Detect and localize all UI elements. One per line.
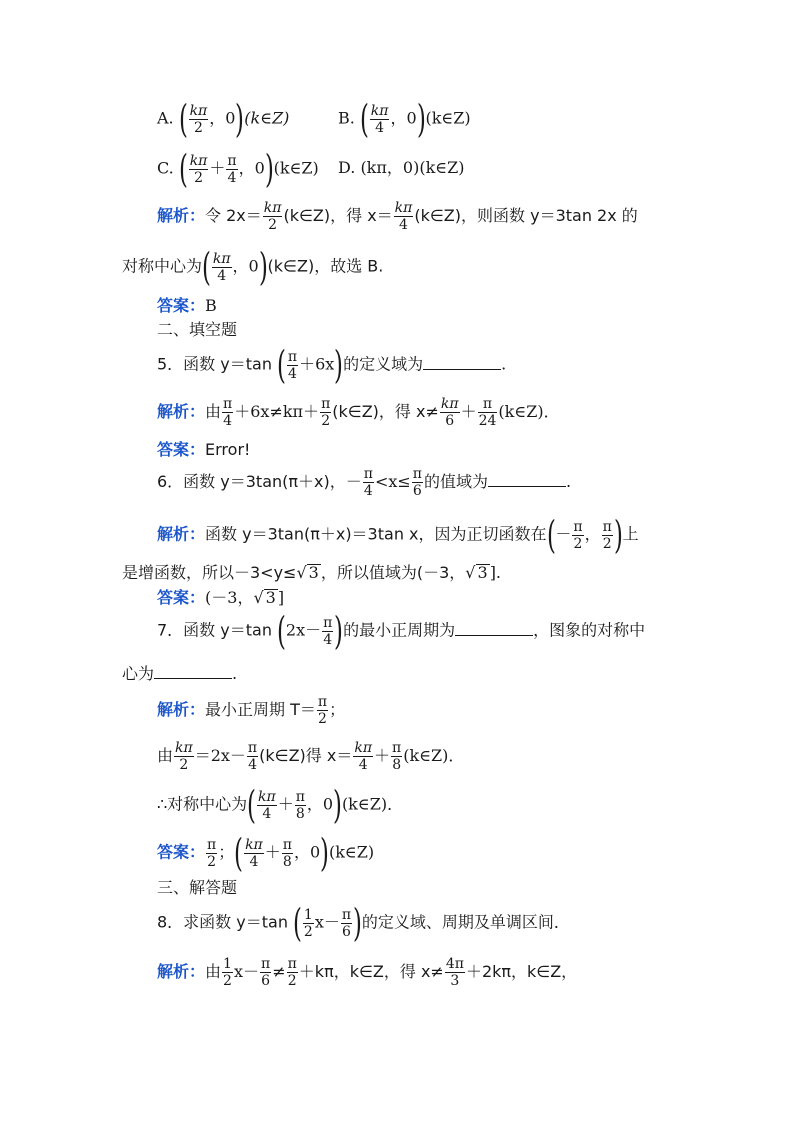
- answer-blank: [423, 355, 501, 370]
- close-paren-icon: ): [235, 97, 245, 141]
- question-7-line-2: 心为 .: [122, 664, 238, 683]
- open-paren-icon: (: [178, 97, 188, 141]
- section-heading-solve: 三、解答题: [157, 878, 238, 897]
- solution-6-line-2: 是增函数，所以－3<y≤√ 3 ，所以值域为(－3，√ 3 ].: [122, 563, 502, 582]
- answer-7: 答案： $\frac{\pi}{2}$ ；( $\frac{k\pi}{4}$ ＋ $\frac{\pi}{8}$ ，0)(k∈Z): [157, 831, 375, 875]
- option-c: C. ( $\frac{k\pi}{2}$ ＋ $\frac{\pi}{4}$ ，0)(k∈Z): [157, 147, 319, 191]
- solution-label: 解析：: [157, 206, 206, 225]
- question-7-line-1: 7．函数 y＝tan (2x－ $\frac{\pi}{4}$ )的最小正周期为 ，图象的对称中: [157, 609, 646, 653]
- solution-7-line-1: 解析：最小正周期 T＝ $\frac{\pi}{2}$ ；: [157, 694, 346, 727]
- solution-4-line-1: 解析：令 2x＝ $\frac{k\pi}{2}$ (k∈Z)，得 x＝ $\frac{k\pi}{4}$ (k∈Z)，则函数 y＝3tan 2x 的: [157, 200, 638, 233]
- question-5: 5．函数 y＝tan ( $\frac{\pi}{4}$ ＋6x)的定义域为 .: [157, 343, 507, 387]
- answer-4: 答案：B: [157, 296, 217, 315]
- question-6: 6．函数 y＝3tan(π＋x)，－ $\frac{\pi}{4}$ <x≤ $\frac{\pi}{6}$ 的值域为 .: [157, 466, 572, 499]
- solution-5: 解析：由 $\frac{\pi}{4}$ ＋6x≠kπ＋ $\frac{\pi}{2}$ (k∈Z)，得 x≠ $\frac{k\pi}{6}$ ＋ $\frac{\pi}{24}$ (k∈Z)．: [157, 396, 560, 429]
- answer-5: 答案：Error!: [157, 440, 251, 459]
- option-a: A. ( $\frac{k\pi}{2}$ ，0)(k∈Z): [157, 97, 290, 141]
- question-8: 8．求函数 y＝tan ( $\frac{1}{2}$ x－ $\frac{\pi}{6}$ )的定义域、周期及单调区间．: [157, 901, 570, 945]
- solution-7-line-3: ∴对称中心为( $\frac{k\pi}{4}$ ＋ $\frac{\pi}{8}$ ，0)(k∈Z)．: [157, 783, 404, 827]
- option-d: D. (kπ，0)(k∈Z): [338, 158, 465, 177]
- solution-4-line-2: 对称中心为( $\frac{k\pi}{4}$ ，0)(k∈Z)，故选 B.: [122, 245, 384, 289]
- option-b: B. ( $\frac{k\pi}{4}$ ，0)(k∈Z): [338, 97, 471, 141]
- section-heading-fill-blank: 二、填空题: [157, 320, 238, 339]
- solution-6-line-1: 解析：函数 y＝3tan(π＋x)＝3tan x，因为正切函数在(－ $\frac{\pi}{2}$ ， $\frac{\pi}{2}$ )上: [157, 513, 639, 557]
- answer-6: 答案：(－3，√ 3 ]: [157, 588, 285, 607]
- solution-7-line-2: 由 $\frac{k\pi}{2}$ ＝2x－ $\frac{\pi}{4}$ (k∈Z)得 x＝ $\frac{k\pi}{4}$ ＋ $\frac{\pi}{8}$ (k∈Z)．: [157, 740, 465, 773]
- solution-8: 解析：由 $\frac{1}{2}$ x－ $\frac{\pi}{6}$ ≠ $\frac{\pi}{2}$ ＋kπ，k∈Z，得 x≠ $\frac{4\pi}{3}$ ＋2kπ，k∈Z，: [157, 956, 578, 989]
